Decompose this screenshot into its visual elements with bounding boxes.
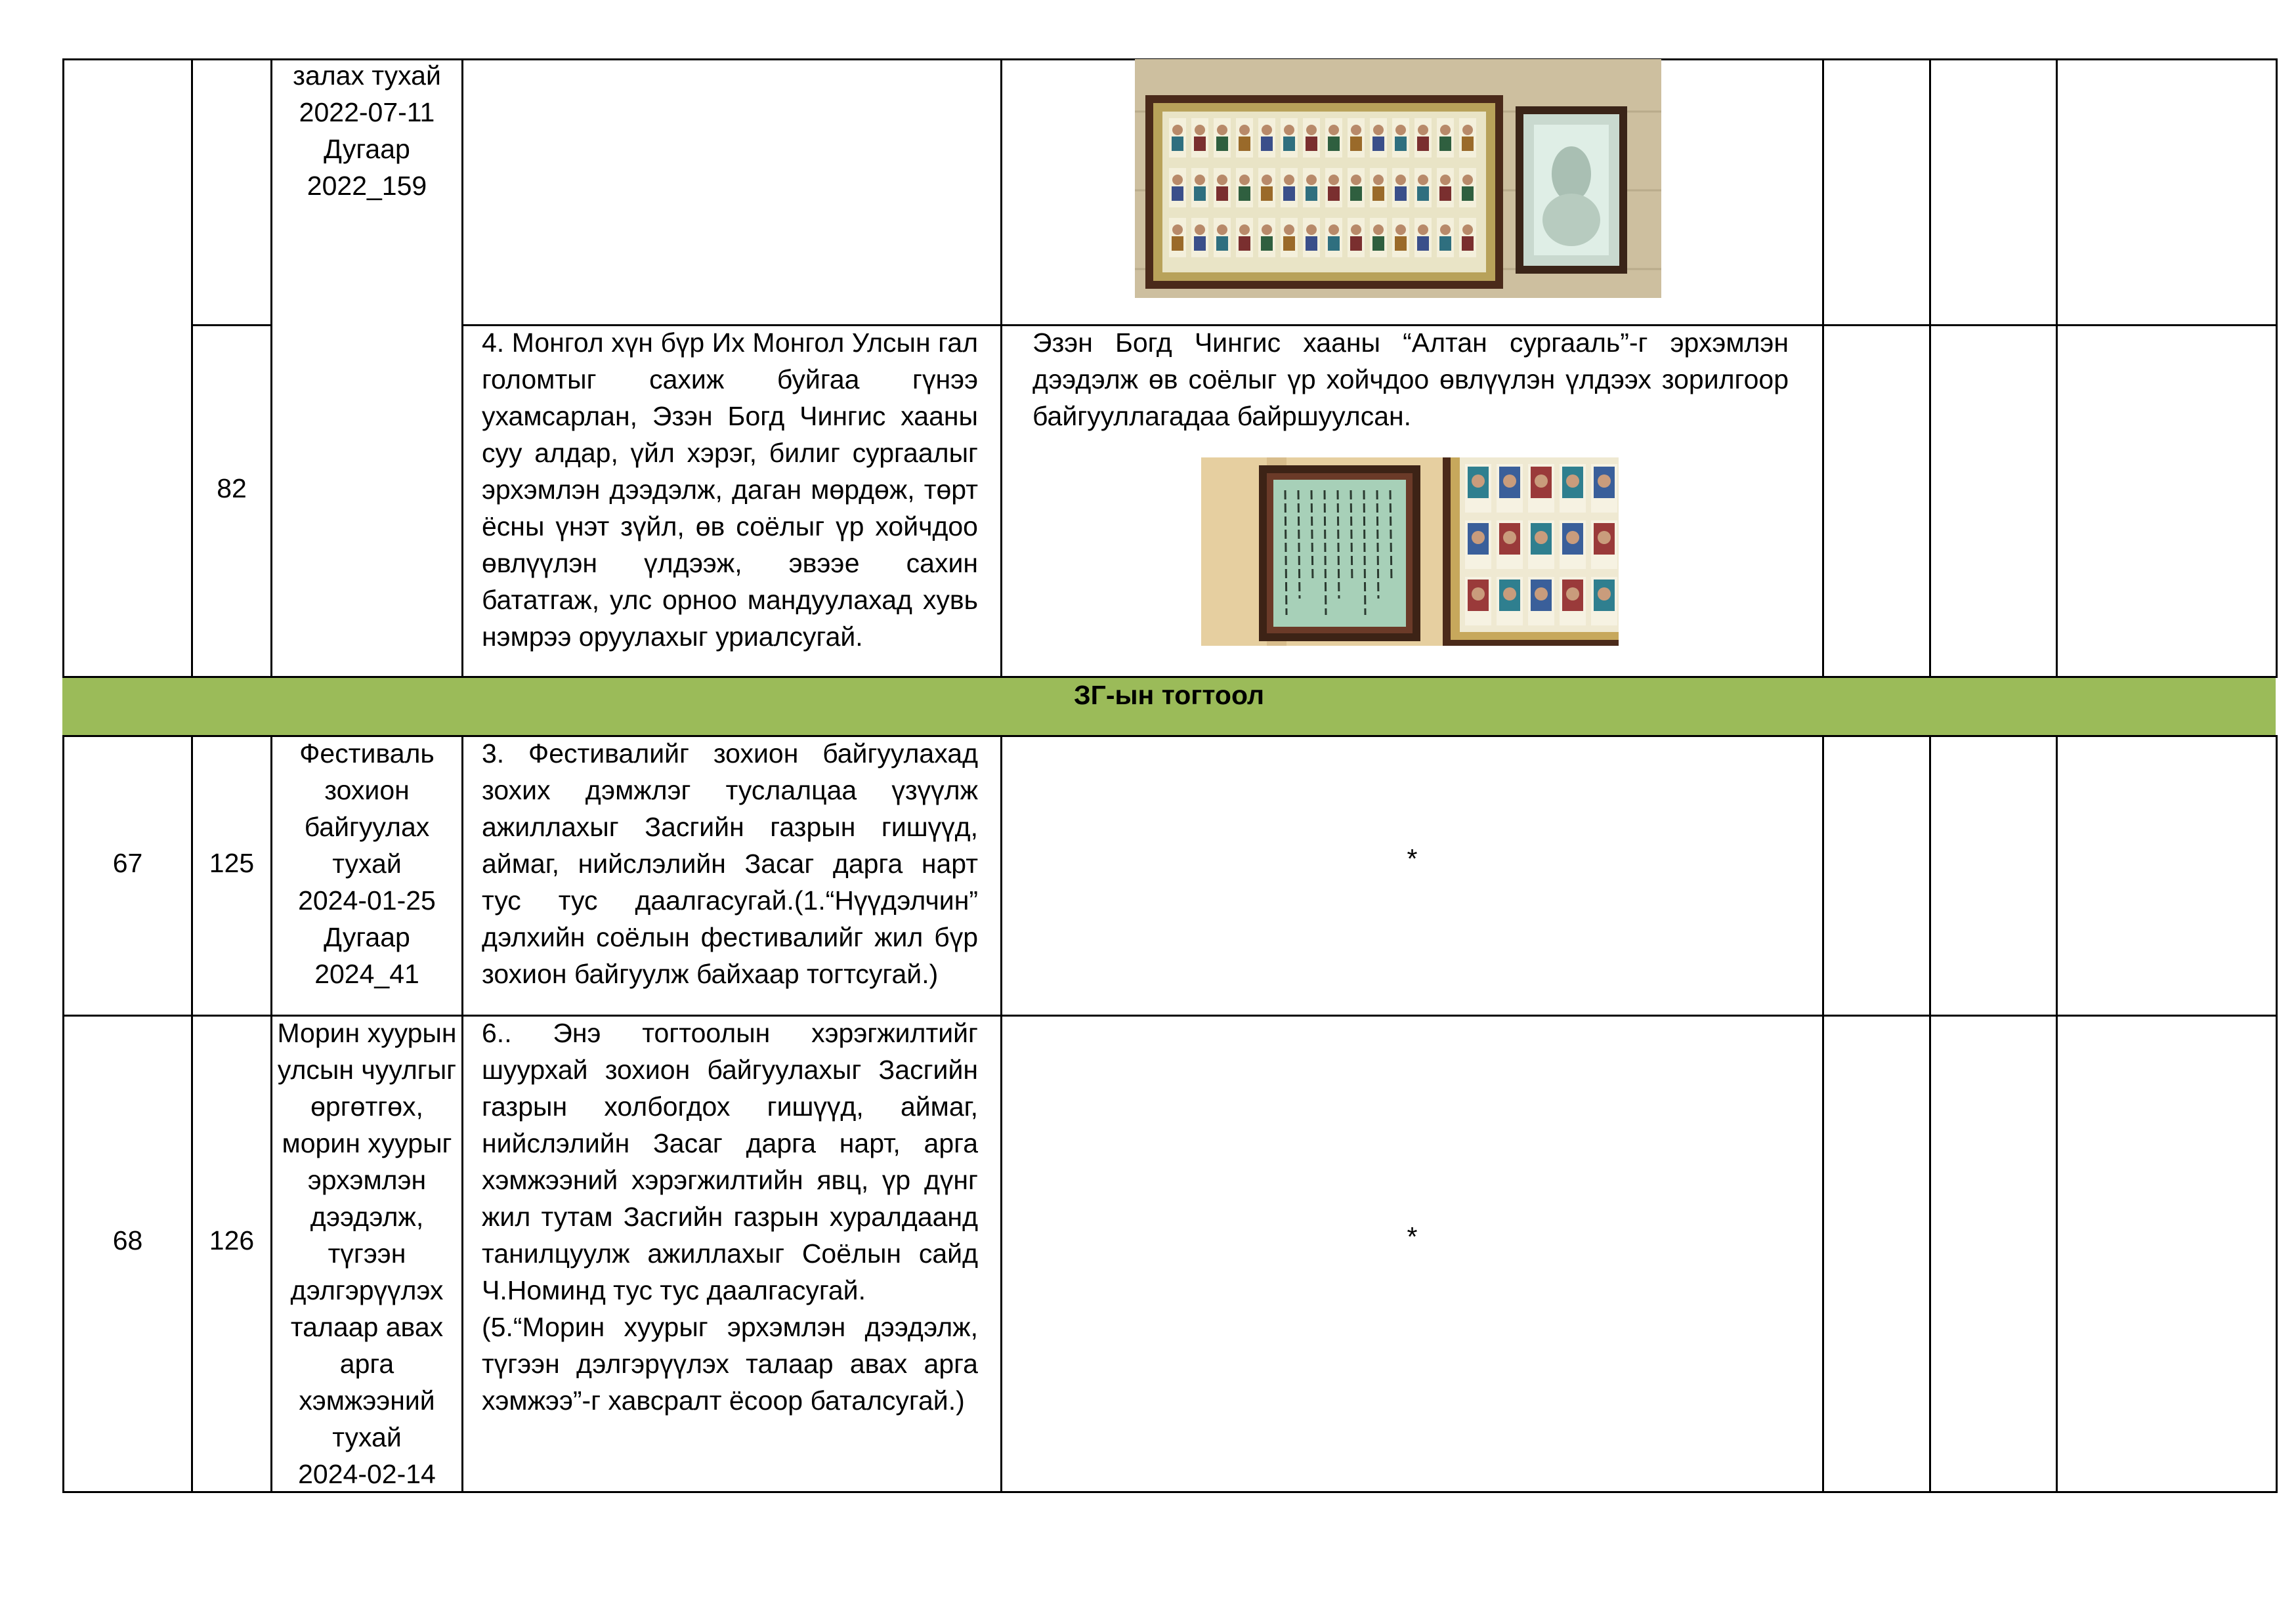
table-border xyxy=(1929,58,1931,678)
provision-text: 4. Монгол хүн бүр Их Монгол Улсын гал голомтыг сахиж буйгаа гүнээ ухамсарлан, Эзэн Богд Чингис хааны суу алдар, үйл хэрэг, билиг сургаалыг эрхэмлэн дээдэлж, даган мөрдөж, төрт ёсны үнэт зүйл, өв соёлыг үр хойчдоо өвлүүлэн үлдээж, эвээе сахин бататгаж, улс орноо мандуулахад хувь нэмрээ оруулахыг уриалсугай. xyxy=(482,327,978,652)
table-border xyxy=(461,58,463,678)
table-border xyxy=(2056,58,2058,678)
table-border xyxy=(2276,58,2278,678)
provision-text: 3. Фестивалийг зохион байгуулахад зохих дэмжлэг туслалцаа үзүүлж ажиллахыг Засгийн газрын гишүүд, аймаг, нийслэлийн Засаг дарга нарт тус тус даалгасугай.(1.“Нүүдэлчин” дэлхийн соёлын фестивалийг жил бүр зохион байгуулж байхаар тогтсугай.) xyxy=(482,738,978,989)
table-border xyxy=(1822,58,1824,678)
resolution-title: Фестиваль зохион байгуулах тухай 2024-01-25 Дугаар 2024_41 xyxy=(298,738,436,989)
table-border xyxy=(1822,735,1824,1493)
implementation-text: * xyxy=(1407,843,1418,874)
implementation-text: Эзэн Богд Чингис хааны “Алтан сургааль”-г эрхэмлэн дээдэлж өв соёлыг үр хойчдоо өвлүүлэн үлдээх зорилгоор байгууллагадаа байршуулсан. xyxy=(1032,327,1789,431)
table-border xyxy=(461,735,463,1493)
provision-text: 6.. Энэ тогтоолын хэрэгжилтийг шуурхай зохион байгуулахыг Засгийн газрын холбогдох гишүүд, аймаг, нийслэлийн Засаг дарга нарт, арга хэмжээний хэрэгжилтийн явц, үр дүнг жил тутам Засгийн газрын хуралдаанд танилцуулж ажиллахыг Соёлын сайд Ч.Номинд тус тус даалгасугай. (5.“Морин хуурыг эрхэмлэн дээдэлж, түгээн дэлгэрүүлэх талаар авах арга хэмжээ”-г хавсралт ёсоор баталсугай.) xyxy=(482,1018,978,1416)
resolution-title-continued: залах тухай 2022-07-11 Дугаар 2022_159 xyxy=(293,60,441,201)
item-number: 126 xyxy=(209,1225,255,1255)
section-header: ЗГ-ын тогтоол xyxy=(1073,680,1265,710)
table-border xyxy=(1000,58,1002,678)
item-number: 82 xyxy=(217,473,247,503)
table-border xyxy=(2276,735,2278,1493)
item-number: 125 xyxy=(209,848,255,878)
row-number: 68 xyxy=(112,1225,143,1255)
table-border xyxy=(191,324,271,326)
table-border xyxy=(1929,735,1931,1493)
framed-portraits-photo xyxy=(1135,59,1661,298)
table-border xyxy=(2056,735,2058,1493)
implementation-text: * xyxy=(1407,1221,1418,1252)
resolution-title: Морин хуурын улсын чуулгыг өргөтгөх, морин хуурыг эрхэмлэн дээдэлж, түгээн дэлгэрүүлэх талаар авах арга хэмжээний тухай 2024-02-14 xyxy=(277,1018,457,1489)
row-number: 67 xyxy=(112,848,143,878)
table-border xyxy=(62,58,64,678)
table-border xyxy=(191,58,193,678)
framed-calligraphy-photo xyxy=(1201,457,1619,646)
